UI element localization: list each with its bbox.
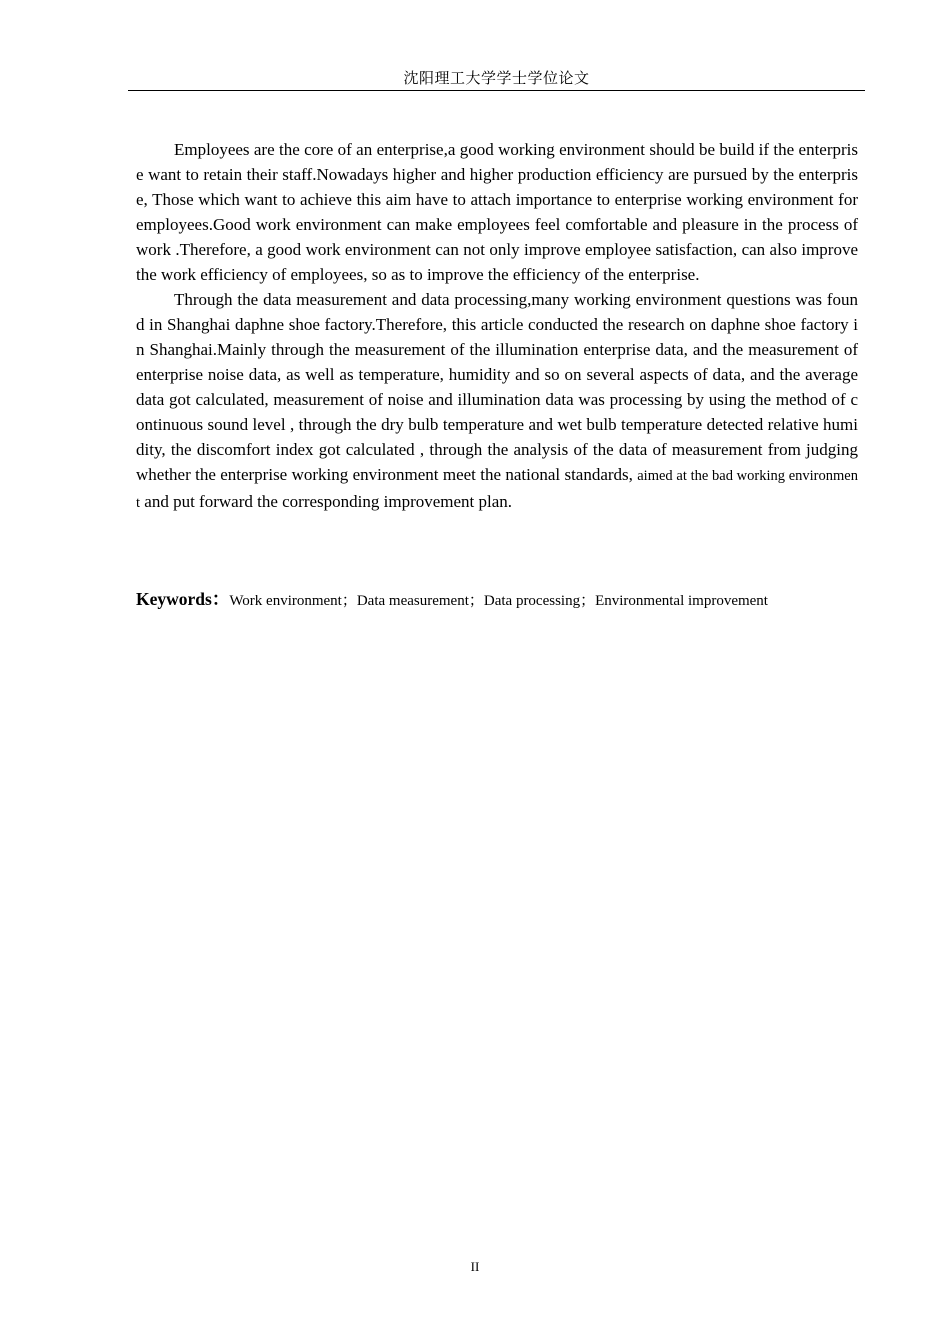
abstract-paragraph-1: Employees are the core of an enterprise,a good working environment should be build if the enterprise want to retain their staff.Nowadays higher and higher production efficiency are pursued by the enterprise, Those which want to achieve this aim have to attach importance to enterprise working environment for employees.Good work environment can make employees feel comfortable and pleasure in the process of work .Therefore, a good work environment can not only improve employee satisfaction, can also improve the work efficiency of employees, so as to improve the efficiency of the enterprise.: [136, 140, 858, 284]
abstract-paragraph-2-end: and put forward the corresponding improvement plan.: [140, 492, 513, 511]
abstract-paragraph-2: [136, 287, 858, 516]
page-number: II: [470, 1259, 480, 1274]
keywords-label: Keywords：: [136, 589, 230, 609]
abstract-paragraph-2-small: aimed at the bad working environment: [136, 468, 858, 511]
running-header: 沈阳理工大学学士学位论文: [128, 70, 865, 91]
abstract-paragraph-2-main: Through the data measurement and data processing,many working environment questions was found in Shanghai daphne shoe factory.Therefore, this article conducted the research on daphne shoe factory in Shanghai.Mainly through the measurement of the illumination enterprise data, and the measurement of enterprise noise data, as well as temperature, humidity and so on several aspects of data, and the average data got calculated, measurement of noise and illumination data was processing by using the method of continuous sound level , through the dry bulb temperature and wet bulb temperature detected relative humidity, the discomfort index got calculated , through the analysis of the data of measurement from judging whether the enterprise working environment meet the national standards,: [136, 290, 858, 484]
abstract-body: [136, 137, 858, 516]
keywords-list: Work environment；Data measurement；Data processing；Environmental improvement: [229, 593, 768, 609]
keywords-line: [136, 587, 858, 613]
